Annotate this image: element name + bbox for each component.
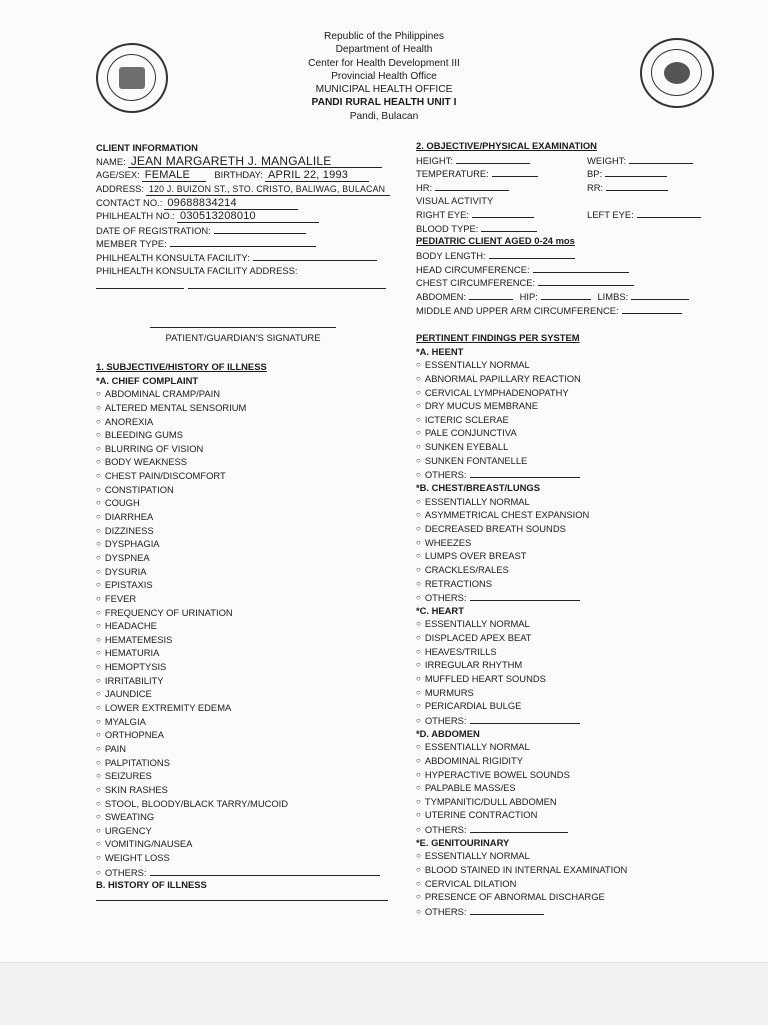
complaint-option-label: STOOL, BLOODY/BLACK TARRY/MUCOID — [104, 797, 289, 809]
complaint-option-label: FEVER — [104, 592, 137, 604]
height-row — [416, 153, 716, 167]
complaint-option[interactable] — [96, 701, 396, 715]
complaint-option-label: IRRITABILITY — [104, 674, 164, 686]
complaint-option-label: ORTHOPNEA — [104, 729, 165, 741]
complaint-option-label: CONSTIPATION — [104, 483, 174, 495]
facility-address-row — [96, 264, 396, 278]
finding-option-label: ESSENTIALLY NORMAL — [424, 495, 530, 507]
finding-option-label: CERVICAL DILATION — [424, 877, 517, 889]
finding-option-label: PERICARDIAL BULGE — [424, 700, 522, 712]
chest-circ-label: CHEST CIRCUMFERENCE: — [416, 277, 536, 289]
facility-field[interactable] — [253, 250, 377, 261]
finding-others-row[interactable] — [416, 590, 716, 604]
finding-option-label: ABDOMINAL RIGIDITY — [424, 754, 523, 766]
chest-circ-row — [416, 275, 716, 289]
finding-option-label: ABNORMAL PAPILLARY REACTION — [424, 372, 581, 384]
facility-row — [96, 250, 396, 264]
client-information-section — [96, 141, 396, 277]
address-field[interactable]: 120 J. BUIZON ST., STO. CRISTO, BALIWAG, BULACAN — [146, 184, 390, 196]
finding-option[interactable] — [416, 781, 716, 795]
registration-field[interactable] — [214, 223, 306, 234]
finding-option[interactable] — [416, 631, 716, 645]
finding-option-label: MURMURS — [424, 686, 474, 698]
finding-option[interactable] — [416, 754, 716, 768]
hip-label: HIP: — [519, 291, 538, 303]
facility-address-label: PHILHEALTH KONSULTA FACILITY ADDRESS: — [96, 264, 298, 276]
finding-option-label: BLOOD STAINED IN INTERNAL EXAMINATION — [424, 863, 628, 875]
complaint-option-label: BODY WEAKNESS — [104, 456, 187, 468]
complaint-option[interactable] — [96, 769, 396, 783]
finding-option-label: PRESENCE OF ABNORMAL DISCHARGE — [424, 891, 605, 903]
finding-option-label: PALPABLE MASS/ES — [424, 782, 516, 794]
complaint-option[interactable] — [96, 728, 396, 742]
rr-text: RR: — [587, 181, 604, 193]
address-label: ADDRESS: — [96, 182, 144, 194]
finding-option-label: CERVICAL LYMPHADENOPATHY — [424, 386, 569, 398]
complaint-option[interactable] — [96, 646, 396, 660]
rr-label — [587, 180, 668, 195]
complaint-option[interactable] — [96, 428, 396, 442]
finding-option[interactable] — [416, 577, 716, 591]
complaint-option-label: SWEATING — [104, 811, 155, 823]
left-eye-label — [587, 207, 701, 222]
chest-circ-field[interactable] — [538, 275, 634, 286]
complaint-option[interactable] — [96, 674, 396, 688]
complaint-option-label: BLEEDING GUMS — [104, 429, 183, 441]
finding-option[interactable] — [416, 440, 716, 454]
finding-option-label: ASYMMETRICAL CHEST EXPANSION — [424, 509, 590, 521]
finding-option-label: ICTERIC SCLERAE — [424, 413, 509, 425]
complaint-option[interactable] — [96, 660, 396, 674]
complaint-option-label: DIZZINESS — [104, 524, 154, 536]
complaint-option[interactable] — [96, 810, 396, 824]
abdomen-field[interactable] — [469, 289, 513, 300]
finding-option[interactable] — [416, 536, 716, 550]
hip-field[interactable] — [541, 289, 591, 300]
facility-label: PHILHEALTH KONSULTA FACILITY: — [96, 252, 250, 264]
complaint-option[interactable] — [96, 578, 396, 592]
complaint-option-label: FREQUENCY OF URINATION — [104, 606, 233, 618]
finding-option[interactable] — [416, 863, 716, 877]
complaint-option-label: PALPITATIONS — [104, 756, 170, 768]
finding-option[interactable] — [416, 768, 716, 782]
complaint-option[interactable] — [96, 797, 396, 811]
finding-option-label: LUMPS OVER BREAST — [424, 550, 527, 562]
hr-label: HR: — [416, 181, 433, 193]
header-line: PANDI RURAL HEALTH UNIT I — [311, 97, 457, 109]
complaint-option-label: CHEST PAIN/DISCOMFORT — [104, 470, 226, 482]
weight-label — [587, 153, 693, 168]
visual-activity-label: VISUAL ACTIVITY — [416, 194, 494, 206]
eye-row — [416, 207, 716, 221]
complaint-option-label: LOWER EXTREMITY EDEMA — [104, 702, 232, 714]
finding-option[interactable] — [416, 495, 716, 509]
chief-complaint-title: *A. CHIEF COMPLAINT — [96, 374, 199, 386]
finding-others-field[interactable] — [470, 713, 580, 724]
arm-circ-row — [416, 303, 716, 317]
birthday-field[interactable]: APRIL 22, 1993 — [265, 170, 369, 182]
doh-seal-logo — [640, 38, 714, 108]
header-line: Republic of the Philippines — [323, 31, 445, 42]
hr-field[interactable] — [435, 180, 509, 191]
finding-option[interactable] — [416, 454, 716, 468]
finding-option[interactable] — [416, 372, 716, 386]
member-row — [96, 236, 396, 250]
header-line: Center for Health Development III — [308, 57, 460, 69]
complaint-others-row[interactable] — [96, 865, 396, 879]
finding-others-field[interactable] — [470, 822, 568, 833]
complaint-option[interactable] — [96, 633, 396, 647]
complaint-option[interactable] — [96, 415, 396, 429]
complaint-option[interactable] — [96, 387, 396, 401]
objective-title: 2. OBJECTIVE/PHYSICAL EXAMINATION — [416, 140, 597, 151]
header-line: Provincial Health Office — [331, 70, 437, 82]
facility-address-field-2[interactable] — [188, 288, 386, 289]
complaint-option[interactable] — [96, 715, 396, 729]
name-row — [96, 155, 396, 169]
complaint-option[interactable] — [96, 551, 396, 565]
head-circ-label: HEAD CIRCUMFERENCE: — [416, 263, 530, 275]
finding-option[interactable] — [416, 617, 716, 631]
facility-address-field-1[interactable] — [96, 288, 184, 289]
finding-option-label: HYPERACTIVE BOWEL SOUNDS — [424, 768, 570, 780]
complaint-option[interactable] — [96, 783, 396, 797]
finding-option-label: SUNKEN FONTANELLE — [424, 454, 528, 466]
finding-option[interactable] — [416, 686, 716, 700]
subjective-section — [96, 360, 396, 892]
finding-option-label: ESSENTIALLY NORMAL — [424, 618, 530, 630]
others-label: OTHERS: — [424, 592, 467, 604]
finding-option[interactable] — [416, 508, 716, 522]
finding-option-label: RETRACTIONS — [424, 577, 493, 589]
complaint-others-field[interactable] — [150, 865, 380, 876]
document-header — [200, 30, 568, 123]
height-label: HEIGHT: — [416, 154, 453, 166]
finding-option[interactable] — [416, 522, 716, 536]
finding-option-label: CRACKLES/RALES — [424, 563, 509, 575]
complaint-option[interactable] — [96, 565, 396, 579]
finding-option[interactable] — [416, 399, 716, 413]
complaint-option-label: JAUNDICE — [104, 688, 152, 700]
complaint-option[interactable] — [96, 851, 396, 865]
complaint-option[interactable] — [96, 442, 396, 456]
complaint-option-label: EPISTAXIS — [104, 579, 153, 591]
complaint-option-label: URGENCY — [104, 824, 152, 836]
bp-text: BP: — [587, 168, 603, 180]
finding-others-field[interactable] — [470, 590, 580, 601]
registration-label: DATE OF REGISTRATION: — [96, 224, 211, 236]
philhealth-row — [96, 209, 396, 223]
complaint-option[interactable] — [96, 510, 396, 524]
member-label: MEMBER TYPE: — [96, 238, 167, 250]
findings-group-title: *D. ABDOMEN — [416, 727, 480, 739]
philhealth-label: PHILHEALTH NO.: — [96, 210, 176, 222]
abdomen-row — [416, 289, 716, 303]
finding-option-label: IRREGULAR RHYTHM — [424, 659, 523, 671]
agesex-label: AGE/SEX: — [96, 169, 140, 181]
complaint-option[interactable] — [96, 524, 396, 538]
complaint-option[interactable] — [96, 606, 396, 620]
contact-field[interactable]: 09688834214 — [164, 198, 298, 210]
body-length-row — [416, 248, 716, 262]
others-label: OTHERS: — [424, 714, 467, 726]
complaint-option-label: COUGH — [104, 497, 140, 509]
complaint-option-label: MYALGIA — [104, 715, 146, 727]
complaint-option[interactable] — [96, 742, 396, 756]
philhealth-field[interactable]: 030513208010 — [177, 211, 319, 223]
finding-option[interactable] — [416, 849, 716, 863]
finding-option[interactable] — [416, 672, 716, 686]
finding-option[interactable] — [416, 563, 716, 577]
finding-option-label: DISPLACED APEX BEAT — [424, 632, 532, 644]
finding-option-label: DECREASED BREATH SOUNDS — [424, 522, 566, 534]
finding-option[interactable] — [416, 645, 716, 659]
finding-option[interactable] — [416, 658, 716, 672]
blood-type-row — [416, 221, 716, 235]
complaint-option-label: VOMITING/NAUSEA — [104, 838, 193, 850]
finding-option-label: PALE CONJUNCTIVA — [424, 427, 517, 439]
complaint-option-label: DYSPHAGIA — [104, 538, 160, 550]
finding-option[interactable] — [416, 699, 716, 713]
finding-option[interactable] — [416, 740, 716, 754]
others-label: OTHERS: — [424, 469, 467, 481]
hr-row — [416, 180, 716, 194]
finding-option-label: DRY MUCUS MEMBRANE — [424, 400, 539, 412]
finding-option[interactable] — [416, 890, 716, 904]
temperature-row — [416, 166, 716, 180]
temperature-field[interactable] — [492, 166, 538, 177]
complaint-option[interactable] — [96, 537, 396, 551]
header-line: Department of Health — [335, 44, 433, 56]
objective-section — [416, 139, 716, 316]
complaint-option[interactable] — [96, 619, 396, 633]
municipal-seal-logo — [96, 43, 168, 113]
name-field[interactable]: JEAN MARGARETH J. MANGALILE — [128, 156, 382, 168]
rr-field[interactable] — [606, 180, 668, 191]
birthday-label: BIRTHDAY: — [214, 169, 264, 181]
finding-option-label: ESSENTIALLY NORMAL — [424, 741, 530, 753]
temperature-label: TEMPERATURE: — [416, 168, 489, 180]
complaint-option-label: HEADACHE — [104, 620, 157, 632]
finding-others-row[interactable] — [416, 904, 716, 918]
finding-option-label: MUFFLED HEART SOUNDS — [424, 673, 546, 685]
complaint-option[interactable] — [96, 455, 396, 469]
finding-option[interactable] — [416, 808, 716, 822]
arm-circ-label: MIDDLE AND UPPER ARM CIRCUMFERENCE: — [416, 304, 619, 316]
name-label: NAME: — [96, 155, 126, 167]
complaint-option-label: DIARRHEA — [104, 511, 154, 523]
complaint-option[interactable] — [96, 401, 396, 415]
signature-label: PATIENT/GUARDIAN'S SIGNATURE — [165, 332, 321, 343]
others-label: OTHERS: — [424, 824, 467, 836]
member-field[interactable] — [170, 236, 316, 247]
finding-option[interactable] — [416, 549, 716, 563]
finding-option-label: WHEEZES — [424, 536, 472, 548]
finding-option[interactable] — [416, 358, 716, 372]
head-circ-field[interactable] — [533, 262, 629, 273]
header-line: MUNICIPAL HEALTH OFFICE — [315, 84, 453, 96]
address-row — [96, 182, 396, 196]
weight-text: WEIGHT: — [587, 154, 627, 166]
sex-field[interactable]: FEMALE — [142, 170, 206, 182]
finding-option[interactable] — [416, 877, 716, 891]
client-info-title: CLIENT INFORMATION — [96, 142, 198, 153]
complaint-option-label: ANOREXIA — [104, 415, 154, 427]
complaint-option-label: BLURRING OF VISION — [104, 442, 204, 454]
head-circ-row — [416, 262, 716, 276]
body-length-field[interactable] — [489, 248, 575, 259]
finding-others-field[interactable] — [470, 467, 580, 478]
complaint-option-label: HEMOPTYSIS — [104, 661, 167, 673]
complaint-option[interactable] — [96, 837, 396, 851]
complaint-option-label: HEMATURIA — [104, 647, 160, 659]
left-eye-text: LEFT EYE: — [587, 209, 634, 221]
pediatric-title: PEDIATRIC CLIENT AGED 0-24 mos — [416, 235, 575, 247]
body-length-label: BODY LENGTH: — [416, 250, 486, 262]
complaint-option-label: DYSPNEA — [104, 551, 150, 563]
findings-group-title: *B. CHEST/BREAST/LUNGS — [416, 482, 540, 494]
registration-row — [96, 223, 396, 237]
contact-row — [96, 196, 396, 210]
finding-option-label: TYMPANITIC/DULL ABDOMEN — [424, 795, 557, 807]
findings-group-title: *E. GENITOURINARY — [416, 836, 510, 848]
right-eye-label: RIGHT EYE: — [416, 209, 469, 221]
finding-option[interactable] — [416, 386, 716, 400]
subjective-title: 1. SUBJECTIVE/HISTORY OF ILLNESS — [96, 361, 267, 372]
finding-others-row[interactable] — [416, 467, 716, 481]
complaint-option-label: SKIN RASHES — [104, 783, 168, 795]
height-field[interactable] — [456, 153, 530, 164]
limbs-field[interactable] — [631, 289, 689, 300]
findings-section — [416, 331, 716, 918]
complaint-option[interactable] — [96, 592, 396, 606]
complaint-option[interactable] — [96, 687, 396, 701]
arm-circ-field[interactable] — [622, 303, 682, 314]
finding-option-label: ESSENTIALLY NORMAL — [424, 850, 530, 862]
finding-option[interactable] — [416, 426, 716, 440]
complaint-option-label: HEMATEMESIS — [104, 633, 173, 645]
finding-option[interactable] — [416, 795, 716, 809]
finding-others-row[interactable] — [416, 713, 716, 727]
history-title: B. HISTORY OF ILLNESS — [96, 879, 207, 891]
complaint-option-label: PAIN — [104, 742, 127, 754]
signature-line[interactable] — [150, 327, 336, 328]
finding-option-label: UTERINE CONTRACTION — [424, 809, 538, 821]
blood-type-label: BLOOD TYPE: — [416, 222, 479, 234]
findings-group-title: *C. HEART — [416, 604, 464, 616]
findings-group-title: *A. HEENT — [416, 345, 464, 357]
history-field[interactable] — [96, 900, 388, 901]
complaint-option[interactable] — [96, 483, 396, 497]
finding-option-label: HEAVES/TRILLS — [424, 645, 497, 657]
complaint-option[interactable] — [96, 469, 396, 483]
complaint-option[interactable] — [96, 756, 396, 770]
complaint-option[interactable] — [96, 824, 396, 838]
right-eye-field[interactable] — [472, 207, 534, 218]
bp-field[interactable] — [605, 166, 667, 177]
blood-type-field[interactable] — [481, 221, 537, 232]
complaint-option-label: ALTERED MENTAL SENSORIUM — [104, 401, 247, 413]
bp-label — [587, 166, 667, 181]
abdomen-label: ABDOMEN: — [416, 291, 467, 303]
left-eye-field[interactable] — [637, 207, 701, 218]
page-footer-area — [0, 962, 768, 1025]
weight-field[interactable] — [629, 153, 693, 164]
complaints-list — [96, 387, 396, 864]
others-label: OTHERS: — [104, 866, 147, 878]
header-line: Pandi, Bulacan — [349, 110, 419, 122]
complaint-option-label: SEIZURES — [104, 770, 152, 782]
findings-title: PERTINENT FINDINGS PER SYSTEM — [416, 332, 580, 343]
complaint-option-label: DYSURIA — [104, 565, 147, 577]
finding-option-label: SUNKEN EYEBALL — [424, 441, 509, 453]
complaint-option-label: ABDOMINAL CRAMP/PAIN — [104, 388, 220, 400]
complaint-option[interactable] — [96, 496, 396, 510]
finding-others-row[interactable] — [416, 822, 716, 836]
limbs-label: LIMBS: — [597, 291, 629, 303]
finding-option-label: ESSENTIALLY NORMAL — [424, 359, 530, 371]
agesex-row — [96, 168, 396, 182]
contact-label: CONTACT NO.: — [96, 196, 163, 208]
finding-others-field[interactable] — [470, 904, 544, 915]
others-label: OTHERS: — [424, 905, 467, 917]
complaint-option-label: WEIGHT LOSS — [104, 852, 170, 864]
findings-groups — [416, 345, 716, 918]
finding-option[interactable] — [416, 413, 716, 427]
